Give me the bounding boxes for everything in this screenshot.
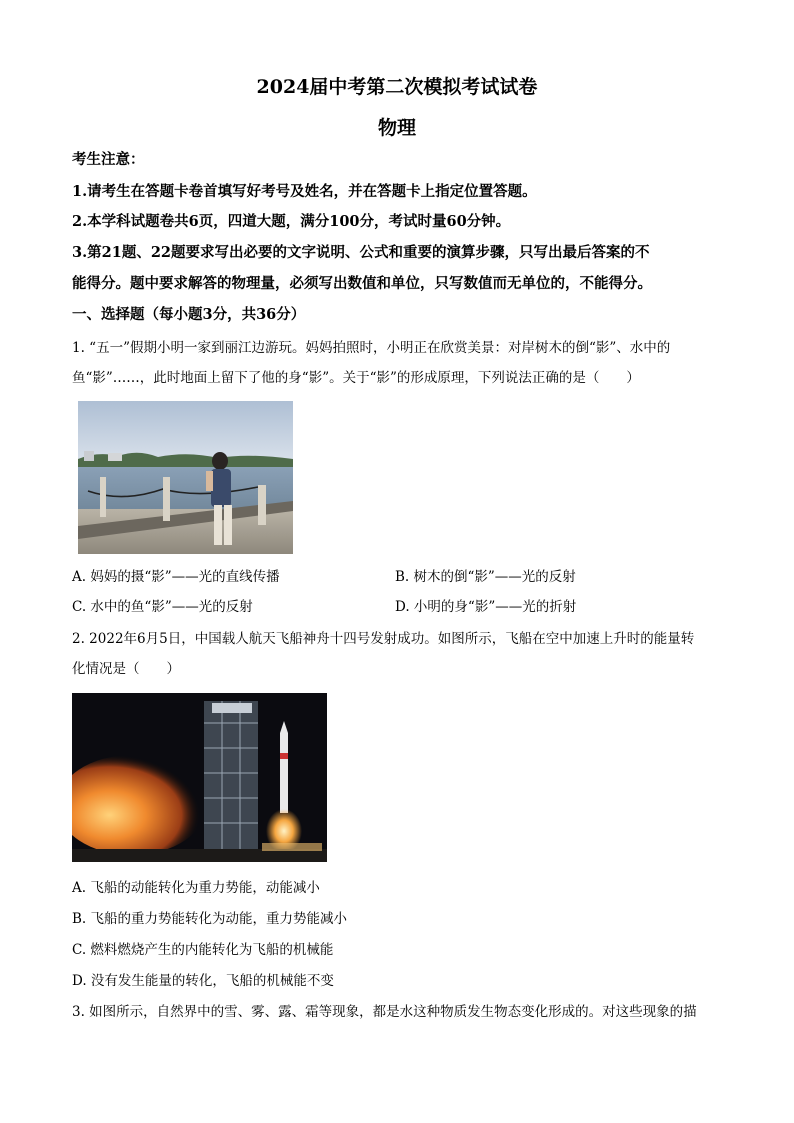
question-1-option-c: C. 水中的鱼“影”——光的反射 <box>72 599 253 615</box>
notice-item-3-line2: 能得分。题中要求解答的物理量，必须写出数值和单位，只写数值而无单位的，不能得分。 <box>72 275 652 292</box>
question-1-option-d: D. 小明的身“影”——光的折射 <box>395 599 577 615</box>
notice-item-2: 2.本学科试题卷共6页，四道大题，满分100分，考试时量60分钟。 <box>72 213 511 230</box>
question-2-stem-line2: 化情况是（ ） <box>72 661 180 677</box>
subject-title: 物理 <box>377 117 416 139</box>
question-3-stem-line1: 3. 如图所示，自然界中的雪、雾、露、霜等现象，都是水这种物质发生物态变化形成的。对这些现象的描 <box>72 1004 697 1020</box>
question-2-option-d: D. 没有发生能量的转化，飞船的机械能不变 <box>72 973 334 989</box>
notice-item-3-line1: 3.第21题、22题要求写出必要的文字说明、公式和重要的演算步骤，只写出最后答案的不 <box>72 244 650 261</box>
notice-heading: 考生注意： <box>72 151 145 168</box>
notice-item-1: 1.请考生在答题卡卷首填写好考号及姓名，并在答题卡上指定位置答题。 <box>72 183 537 200</box>
question-1-option-b: B. 树木的倒“影”——光的反射 <box>395 569 576 585</box>
question-1-stem-line2: 鱼“影”……，此时地面上留下了他的身“影”。关于“影”的形成原理，下列说法正确的是（ ） <box>72 370 640 386</box>
question-1-stem-line1: 1. “五一”假期小明一家到丽江边游玩。妈妈拍照时，小明正在欣赏美景：对岸树木的倒“影”、水中的 <box>72 340 671 356</box>
exam-title: 2024届中考第二次模拟考试试卷 <box>256 76 538 98</box>
question-1-option-a: A. 妈妈的摄“影”——光的直线传播 <box>72 569 280 585</box>
rocket-launch-photo <box>72 693 327 862</box>
lakeside-photo <box>78 401 293 554</box>
question-2-stem-line1: 2. 2022年6月5日，中国载人航天飞船神舟十四号发射成功。如图所示，飞船在空中加速上升时的能量转 <box>72 631 695 647</box>
question-2-option-a: A. 飞船的动能转化为重力势能，动能减小 <box>72 880 320 896</box>
question-2-option-b: B. 飞船的重力势能转化为动能，重力势能减小 <box>72 911 348 927</box>
question-2-option-c: C. 燃料燃烧产生的内能转化为飞船的机械能 <box>72 942 334 958</box>
section-heading: 一、选择题（每小题3分，共36分） <box>72 306 306 323</box>
